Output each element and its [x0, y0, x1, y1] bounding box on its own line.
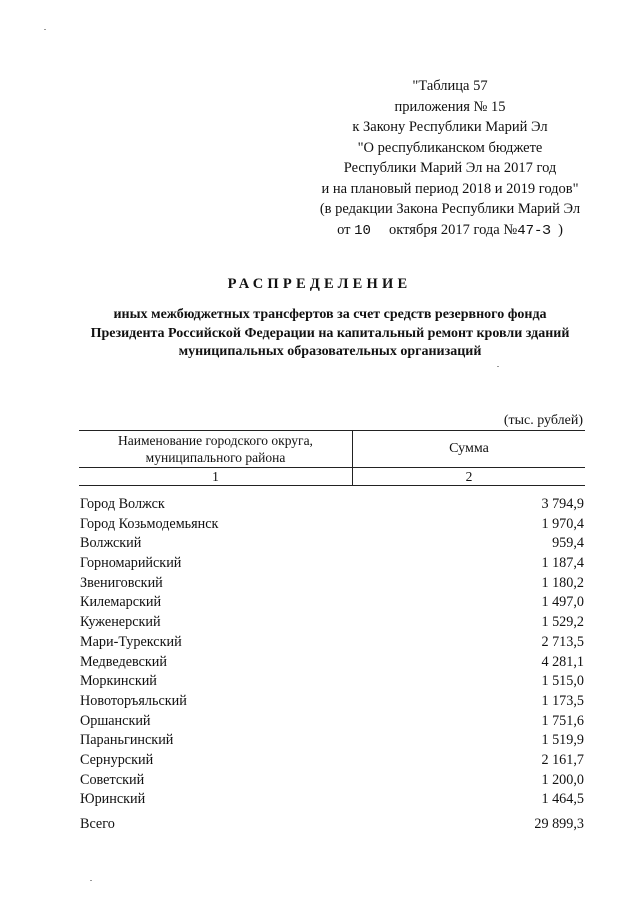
column-number-1: 1 [79, 468, 353, 485]
header-line-7: (в редакции Закона Республики Марий Эл [319, 201, 581, 217]
table-row [80, 790, 584, 810]
total-row [80, 814, 584, 834]
row-value: 959,4 [552, 535, 584, 552]
document-title: РАСПРЕДЕЛЕНИЕ [227, 276, 412, 292]
header-line-1: "Таблица 57 [412, 78, 488, 94]
row-value: 1 529,2 [541, 614, 584, 631]
header-line-8-prefix: от [337, 221, 351, 238]
row-name: Куженерский [80, 614, 161, 631]
table-header [79, 430, 585, 486]
header-line-6: и на плановый период 2018 и 2019 годов" [321, 180, 579, 197]
row-value: 1 497,0 [541, 594, 584, 611]
table-row [80, 534, 584, 554]
column-header-name-line-2: муниципального района [145, 450, 286, 465]
unit-label: (тыс. рублей) [503, 413, 583, 428]
column-number-2: 2 [465, 469, 473, 484]
header-line-4: "О республиканском бюджете [357, 139, 543, 156]
row-value: 3 794,9 [541, 496, 584, 512]
row-value: 1 970,4 [541, 515, 584, 532]
table-row [80, 574, 584, 594]
row-name: Советский [80, 771, 145, 788]
row-value: 1 751,6 [541, 712, 584, 729]
table-row [80, 613, 584, 633]
row-name: Моркинский [80, 673, 157, 690]
row-value: 1 515,0 [541, 673, 584, 690]
document-subtitle [60, 306, 600, 362]
row-name: Килемарский [80, 594, 162, 611]
header-line-2: приложения № 15 [394, 98, 506, 115]
scan-speck [497, 366, 499, 367]
row-name: Новоторъяльский [80, 692, 187, 709]
scan-speck [44, 29, 46, 30]
table-row [80, 515, 584, 535]
table-row [80, 554, 584, 574]
row-value: 4 281,1 [541, 653, 584, 670]
law-day: 10 [354, 222, 371, 239]
row-name: Юринский [80, 791, 146, 808]
row-name: Мари-Турекский [80, 633, 182, 650]
subtitle-line-3: муниципальных образовательных организаций [178, 344, 482, 359]
table-row [80, 633, 584, 653]
table-row [80, 771, 584, 791]
row-value: 1 519,9 [541, 732, 584, 749]
column-header-sum: Сумма [449, 441, 489, 456]
row-value: 1 187,4 [541, 555, 584, 572]
header-line-5: Республики Марий Эл на 2017 год [343, 160, 557, 176]
subtitle-line-2: Президента Российской Федерации на капитальный ремонт кровли зданий [90, 325, 570, 341]
row-value: 2 161,7 [541, 751, 584, 768]
row-name: Параньгинский [80, 732, 174, 749]
row-name: Звениговский [80, 574, 163, 591]
table-row [80, 672, 584, 692]
row-value: 1 464,5 [541, 791, 584, 808]
row-name: Город Волжск [80, 496, 165, 512]
header-line-8 [290, 220, 610, 242]
scan-speck [90, 880, 92, 881]
table-row [80, 692, 584, 712]
total-label: Всего [80, 816, 115, 832]
row-name: Оршанский [80, 712, 151, 729]
table-header-row [79, 430, 585, 468]
column-number-row [79, 468, 585, 486]
table-row [80, 495, 584, 515]
row-value: 1 200,0 [541, 771, 584, 788]
row-name: Волжский [80, 535, 142, 552]
header-line-8-suffix: ) [558, 221, 563, 238]
row-value: 1 173,5 [541, 692, 584, 709]
row-name: Сернурский [80, 751, 154, 768]
table-row [80, 712, 584, 732]
table-row [80, 751, 584, 771]
table-row [80, 653, 584, 673]
header-line-3: к Закону Республики Марий Эл [352, 119, 548, 135]
row-name: Город Козьмодемьянск [80, 515, 219, 532]
table-header-block [290, 76, 610, 241]
column-header-name [79, 431, 353, 467]
law-number: 47-З [517, 222, 551, 239]
total-value: 29 899,3 [534, 816, 584, 832]
row-name: Медведевский [80, 653, 167, 670]
subtitle-line-1: иных межбюджетных трансфертов за счет средств резервного фонда [113, 307, 547, 322]
row-value: 2 713,5 [541, 633, 584, 650]
row-name: Горномарийский [80, 555, 182, 572]
header-line-8-middle: октября 2017 года № [389, 221, 518, 238]
table-body [80, 495, 584, 810]
table-row [80, 731, 584, 751]
row-value: 1 180,2 [541, 574, 584, 591]
table-row [80, 593, 584, 613]
column-header-name-line-1: Наименование городского округа, [118, 433, 313, 448]
